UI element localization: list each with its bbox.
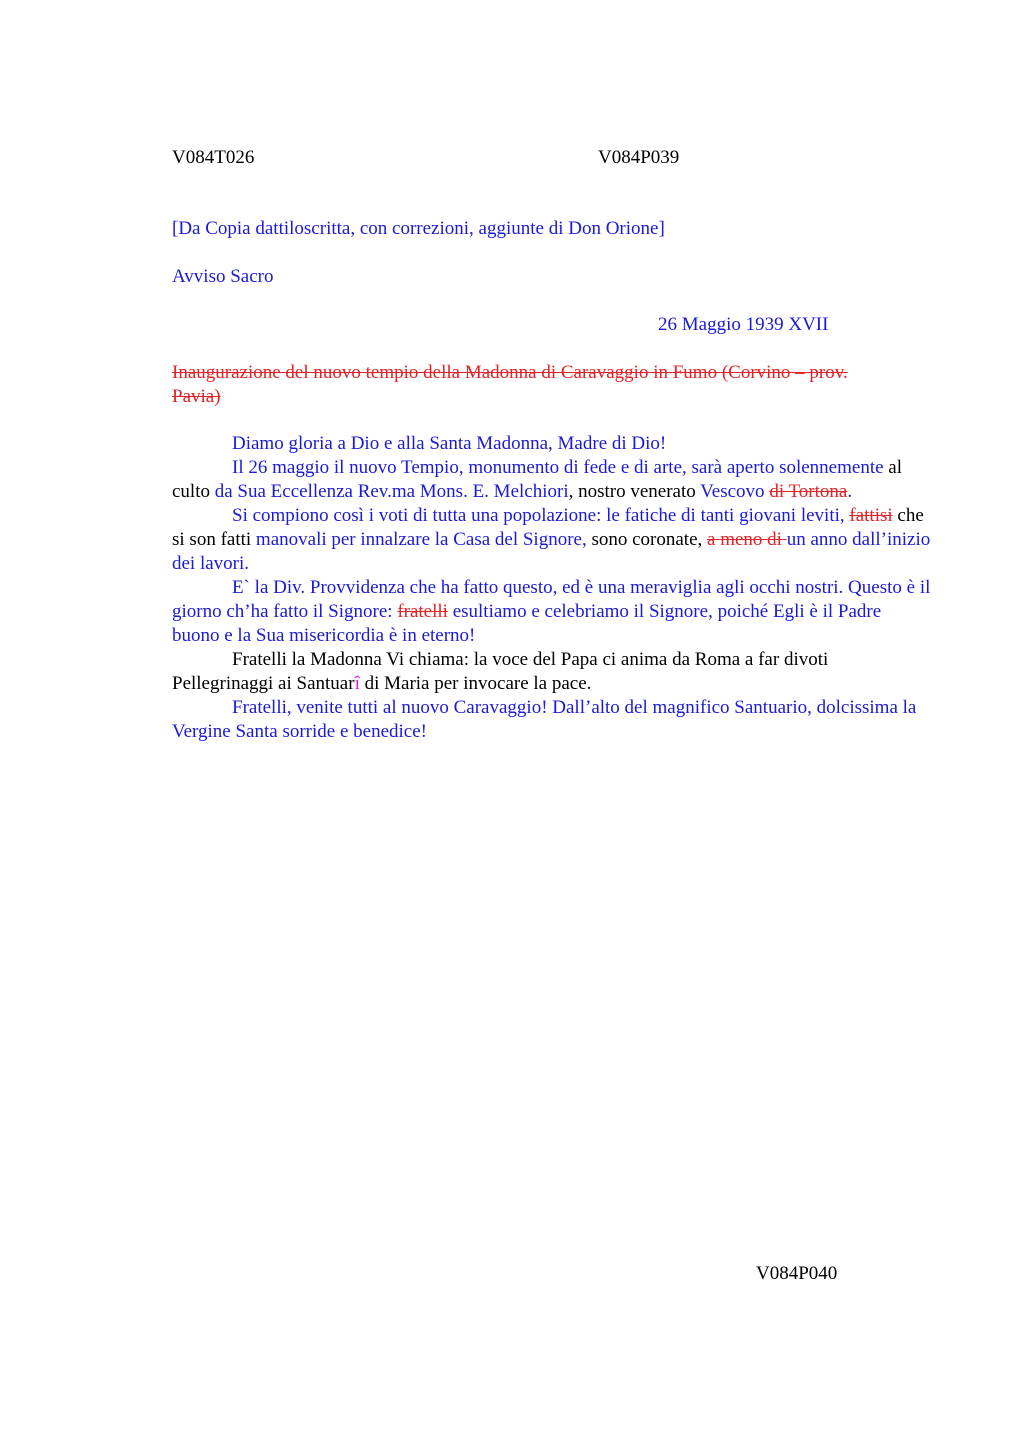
paragraph-4: [172, 576, 932, 648]
paragraph-5: [172, 648, 932, 696]
p2-s5: Vescovo: [700, 481, 770, 502]
p5-s3: di Maria per invocare la pace.: [359, 673, 592, 694]
heading: Avviso Sacro: [172, 266, 274, 287]
p3-s4: manovali per innalzare la Casa del Signore,: [255, 529, 587, 550]
p4-s2-deleted: fratelli: [397, 601, 448, 622]
p2-s2: al culto: [172, 457, 902, 502]
p3-s3: che si son fatti: [172, 505, 924, 550]
p5-s1: Fratelli la Madonna Vi chiama: la voce del Papa ci anima da Roma a far divoti Pellegrinaggi ai Santuar: [172, 649, 829, 694]
p4-s1: E` la Div. Provvidenza che ha fatto questo, ed è una meraviglia agli occhi nostri. Questo è il giorno ch’ha fatto il Signore:: [172, 577, 931, 622]
body-text: [172, 432, 932, 744]
p2-s6-deleted: di Tortona: [769, 481, 848, 502]
p2-s7: .: [847, 481, 853, 502]
paragraph-1: Diamo gloria a Dio e alla Santa Madonna, Madre di Dio!: [232, 433, 667, 454]
doc-code-right: V084P039: [598, 147, 680, 168]
source-note: [Da Copia dattiloscritta, con correzioni, aggiunte di Don Orione]: [172, 218, 665, 239]
date: 26 Maggio 1939 XVII: [658, 314, 829, 335]
struck-title-line2: Pavia): [172, 386, 221, 407]
paragraph-3: [172, 504, 932, 576]
p2-s1: Il 26 maggio il nuovo Tempio, monumento di fede e di arte, sarà aperto solennemente: [232, 457, 884, 478]
p2-s4: , nostro venerato: [568, 481, 701, 502]
footer-page-code: V084P040: [756, 1263, 838, 1284]
p3-s1: Si compiono così i voti di tutta una popolazione: le fatiche di tanti giovani leviti,: [232, 505, 850, 526]
p3-s2-deleted: fattisi: [849, 505, 893, 526]
paragraph-6: Fratelli, venite tutti al nuovo Caravaggio! Dall’alto del magnifico Santuario, dolcissima la Vergine Santa sorride e benedice!: [172, 697, 917, 742]
p3-s6-deleted: a meno di: [707, 529, 787, 550]
struck-title-line1: Inaugurazione del nuovo tempio della Madonna di Caravaggio in Fumo (Corvino – prov.: [172, 362, 848, 383]
doc-code-left: V084T026: [172, 147, 255, 168]
p4-s3: esultiamo e celebriamo il Signore, poiché Egli è il Padre buono e la Sua misericordia è in eterno!: [172, 601, 882, 646]
p3-s7: un anno dall’inizio dei lavori.: [172, 529, 931, 574]
p2-s3: da Sua Eccellenza Rev.ma Mons. E. Melchiori: [214, 481, 569, 502]
p5-s2-accent: î: [354, 673, 360, 694]
p3-s5: sono coronate,: [586, 529, 708, 550]
paragraph-2: [172, 456, 932, 504]
